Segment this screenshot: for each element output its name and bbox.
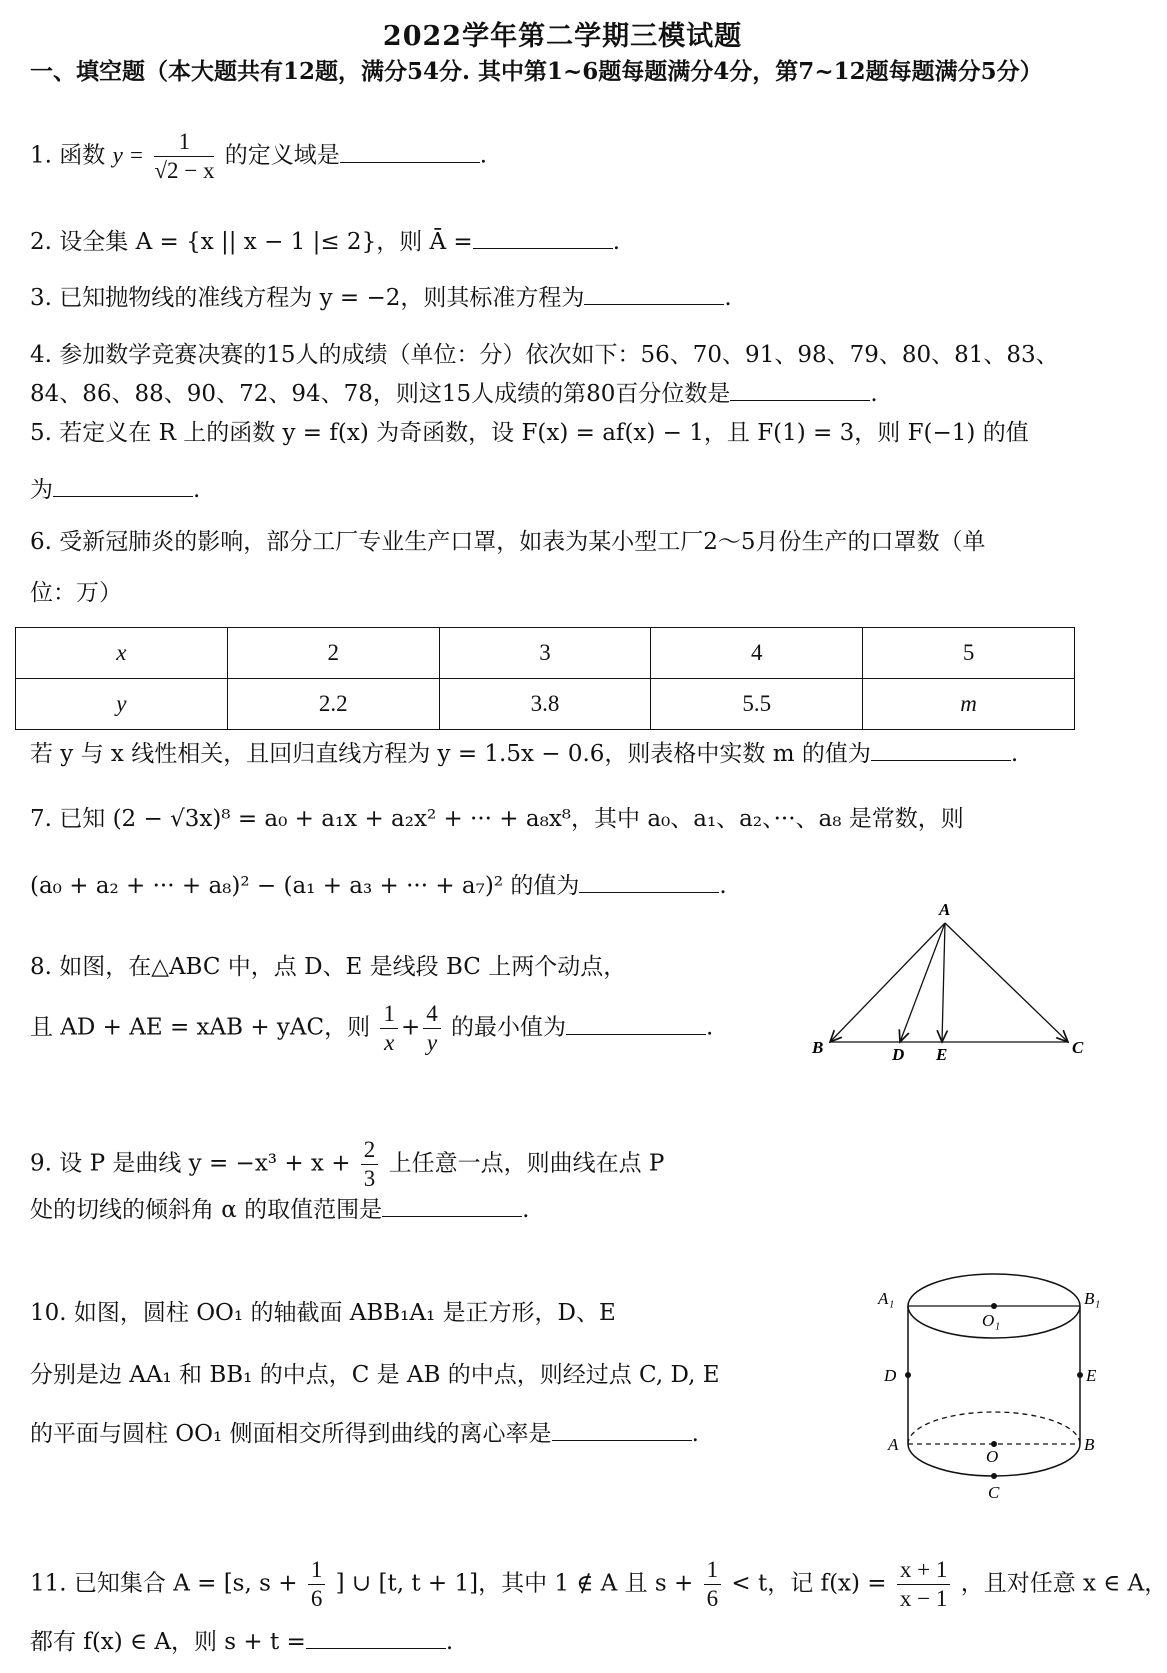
question-9-line-1 (30, 1136, 664, 1193)
q10-text: 的平面与圆柱 OO₁ 侧面相交所得到曲线的离心率是 (30, 1421, 552, 1447)
q11-period: . (445, 1629, 454, 1655)
q8-prefix: 且 AD + AE = xAB + yAC，则 (30, 1014, 371, 1041)
question-1 (30, 128, 487, 185)
question-11-line-1 (30, 1556, 1167, 1613)
q11-f1-den: 6 (310, 1586, 323, 1611)
table-cell: y (16, 679, 228, 730)
label-c: C (988, 1483, 1000, 1502)
answer-blank-1[interactable] (340, 138, 480, 163)
point-o1 (991, 1303, 997, 1309)
question-3 (30, 280, 732, 315)
question-5-line-2 (30, 472, 200, 507)
q8-f1-den: x (384, 1030, 395, 1055)
label-b1: B₁ (1084, 1289, 1101, 1308)
section-header: 一、填空题（本大题共有12题，满分54分. 其中第1~6题每题满分4分，第7~12题每题满分5分） (30, 58, 1043, 85)
question-4-line-1: 4. 参加数学竞赛决赛的15人的成绩（单位：分）依次如下：56、70、91、98、79、80、81、83、 (30, 342, 1059, 368)
question-6-line-1: 6. 受新冠肺炎的影响，部分工厂专业生产口罩，如表为某小型工厂2～5月份生产的口罩数（单 (30, 529, 986, 555)
label-o: O (986, 1447, 999, 1466)
q2-period: . (612, 229, 621, 255)
q11-f2-den: 6 (706, 1586, 719, 1611)
label-e: E (1086, 1366, 1097, 1385)
question-11-line-2 (30, 1624, 453, 1659)
point-e (1077, 1372, 1083, 1378)
q3-period: . (724, 285, 732, 311)
table-row (16, 628, 1075, 679)
label-o1: O₁ (982, 1311, 1001, 1330)
answer-blank-11[interactable] (306, 1624, 446, 1649)
q9-prefix: 9. 设 P 是曲线 y = −x³ + x + (30, 1150, 351, 1177)
question-4-line-2 (30, 376, 878, 411)
q11-f1-num: 1 (308, 1556, 326, 1585)
table-cell: 5.5 (651, 679, 863, 730)
label-a1: A₁ (878, 1289, 895, 1308)
answer-blank-2[interactable] (473, 224, 613, 249)
q1-denominator: √2 − x (154, 158, 215, 183)
label-c: C (1072, 1038, 1084, 1057)
q11-text: 都有 f(x) ∈ A，则 s + t = (30, 1629, 306, 1655)
question-8-line-1: 8. 如图，在△ABC 中，点 D、E 是线段 BC 上两个动点， (30, 954, 627, 980)
table-cell: 3 (439, 628, 651, 679)
table-cell: x (16, 628, 228, 679)
table-row (16, 679, 1075, 730)
answer-blank-9[interactable] (382, 1192, 522, 1217)
answer-blank-7[interactable] (579, 868, 719, 893)
data-table (15, 627, 1075, 730)
q11-f3-den: x − 1 (899, 1586, 948, 1611)
question-2 (30, 224, 620, 259)
q6-after-text: 若 y 与 x 线性相关，且回归直线方程为 y = 1.5x − 0.6，则表格中实数 m 的值为 (30, 741, 871, 767)
q2-text: 2. 设全集 A = {x || x − 1 |≤ 2}，则 Ā = (30, 229, 473, 255)
label-a: A (888, 1435, 899, 1454)
label-b: B (812, 1038, 824, 1057)
vector-ac (945, 923, 1068, 1042)
label-a: A (939, 900, 951, 919)
question-10-line-1: 10. 如图，圆柱 OO₁ 的轴截面 ABB₁A₁ 是正方形，D、E (30, 1300, 616, 1326)
answer-blank-3[interactable] (584, 280, 724, 305)
question-8-line-2 (30, 1000, 713, 1057)
answer-blank-8[interactable] (566, 1010, 706, 1035)
q11-f2-num: 1 (704, 1556, 722, 1585)
vector-ae (942, 923, 945, 1042)
q11-suffix: ，且对任意 x ∈ A， (960, 1570, 1167, 1597)
q10-period: . (691, 1421, 699, 1447)
page-title: 2022学年第二学期三模试题 (382, 21, 743, 52)
question-9-line-2 (30, 1192, 529, 1227)
q11-middle: ] ∪ [t, t + 1]，其中 1 ∉ A 且 s + (335, 1570, 694, 1597)
q11-fraction-1 (308, 1556, 326, 1613)
q1-suffix: 的定义域是 (224, 142, 340, 169)
q8-suffix: 的最小值为 (451, 1014, 567, 1041)
q5-text: 为 (30, 477, 53, 503)
q8-f2-den: y (426, 1030, 438, 1055)
q9-period: . (522, 1197, 530, 1223)
q9-den: 3 (363, 1166, 376, 1191)
q1-fraction (154, 128, 214, 185)
answer-blank-4[interactable] (730, 376, 870, 401)
q7-period: . (719, 873, 727, 899)
question-7-line-1: 7. 已知 (2 − √3x)⁸ = a₀ + a₁x + a₂x² + ··· + a₈x⁸，其中 a₀、a₁、a₂、···、a₈ 是常数，则 (30, 806, 964, 832)
table-cell: 3.8 (439, 679, 651, 730)
q9-text: 处的切线的倾斜角 α 的取值范围是 (30, 1197, 383, 1223)
label-d: D (884, 1366, 897, 1385)
answer-blank-5[interactable] (53, 472, 193, 497)
question-10-line-2: 分别是边 AA₁ 和 BB₁ 的中点，C 是 AB 的中点，则经过点 C, D, E (30, 1362, 720, 1388)
table-cell: 5 (863, 628, 1075, 679)
q8-f1-num: 1 (380, 1000, 398, 1029)
q11-fraction-3 (897, 1556, 950, 1613)
answer-blank-6[interactable] (871, 736, 1011, 761)
point-d (905, 1372, 911, 1378)
q4-period: . (870, 381, 878, 407)
question-6-line-2: 位：万） (30, 580, 122, 606)
question-5-line-1: 5. 若定义在 R 上的函数 y = f(x) 为奇函数，设 F(x) = af(x) − 1，且 F(1) = 3，则 F(−1) 的值 (30, 420, 1029, 446)
q11-middle-2: < t，记 f(x) = (731, 1570, 887, 1597)
q9-suffix: 上任意一点，则曲线在点 P (388, 1150, 665, 1177)
q4-text: 84、86、88、90、72、94、78，则这15人成绩的第80百分位数是 (30, 381, 731, 407)
table-cell: 4 (651, 628, 863, 679)
cylinder-figure (870, 1268, 1105, 1518)
question-10-line-3 (30, 1416, 699, 1451)
q9-fraction (361, 1136, 379, 1193)
triangle-figure (800, 895, 1100, 1075)
q8-f2-num: 4 (423, 1000, 441, 1029)
table-cell: m (863, 679, 1075, 730)
label-e: E (936, 1045, 948, 1064)
q1-numerator: 1 (154, 128, 214, 157)
q8-period: . (706, 1014, 714, 1041)
q5-period: . (193, 477, 201, 503)
q11-f3-num: x + 1 (897, 1556, 950, 1585)
q1-prefix: 1. 函数 (30, 142, 106, 169)
q1-y: y = (112, 142, 145, 168)
q8-plus: + (400, 1014, 421, 1041)
label-b: B (1084, 1435, 1095, 1454)
vector-ad (900, 923, 945, 1042)
bottom-back-arc (908, 1412, 1080, 1444)
q6-period: . (1010, 741, 1019, 767)
table-cell: 2 (227, 628, 439, 679)
q11-fraction-2 (704, 1556, 722, 1613)
label-d: D (892, 1045, 905, 1064)
q9-num: 2 (361, 1136, 379, 1165)
q8-fraction-2 (423, 1000, 441, 1057)
q3-text: 3. 已知抛物线的准线方程为 y = −2，则其标准方程为 (30, 285, 585, 311)
q8-fraction-1 (380, 1000, 398, 1057)
q7-text: (a₀ + a₂ + ··· + a₈)² − (a₁ + a₃ + ··· + a₇)² 的值为 (30, 873, 580, 899)
point-c (991, 1473, 997, 1479)
vector-ab (830, 923, 945, 1042)
table-cell: 2.2 (227, 679, 439, 730)
question-6-line-3 (30, 736, 1018, 771)
question-7-line-2 (30, 868, 727, 903)
q11-prefix: 11. 已知集合 A = [s, s + (30, 1570, 298, 1597)
q1-period: . (479, 142, 488, 169)
answer-blank-10[interactable] (552, 1416, 692, 1441)
